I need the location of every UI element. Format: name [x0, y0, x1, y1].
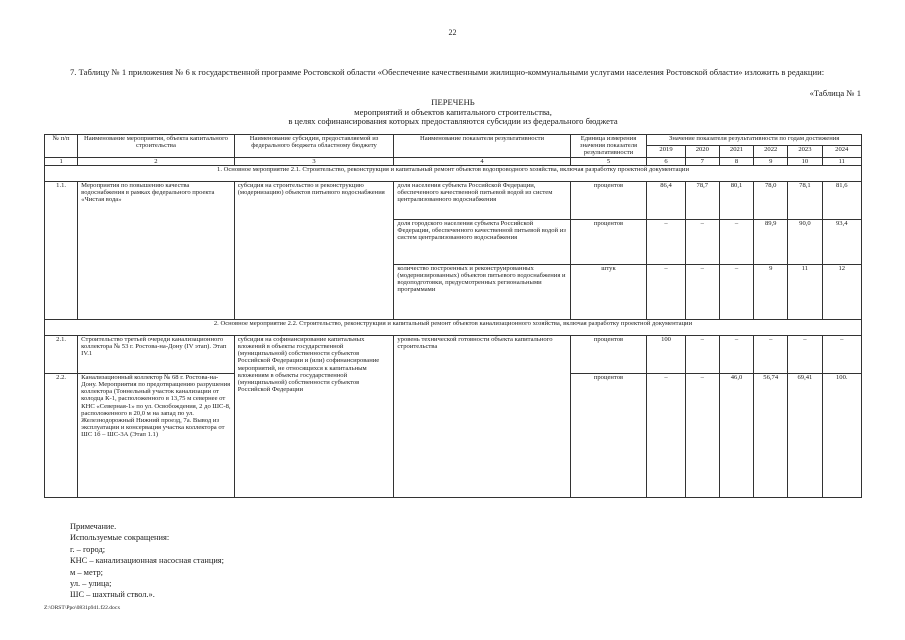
row-value: 56,74 [754, 373, 788, 497]
row-indicator: доля городского населения субъекта Российской Федерации, обеспеченного качественной питьевой водой из систем централизованного водоснабжения [394, 219, 570, 264]
header-year: 2021 [719, 146, 753, 157]
row-value: – [685, 335, 719, 373]
row-event: Канализационный коллектор № 68 г. Ростова-на-Дону. Мероприятия по предотвращению разрушения коллектора (Тоннельный участок канализации от колодца К-1, расположенного в 13,75 м севернее от КНС «Северная-1» по ул. Освобождения, 2 до ШС-8, расположенного в 20,0 м на запад по ул. Железнодорожный Нижний проезд, 7а. Вывод из эксплуатации и консервация участка коллектора от ШС 1б – ШС-3А (Этап 1.1) [78, 373, 235, 497]
header-unit: Единица измерения значения показателя результативности [570, 135, 647, 158]
section-row [45, 319, 862, 335]
col-index: 7 [685, 157, 719, 165]
header-no: № п/п [45, 135, 78, 158]
row-value: 100 [647, 335, 685, 373]
row-subsidy: субсидия на строительство и реконструкцию (модернизацию) объектов питьевого водоснабжения [234, 181, 394, 319]
col-index: 2 [78, 157, 235, 165]
row-value: – [685, 219, 719, 264]
note-line: г. – город; [70, 544, 106, 554]
note-line: ШС – шахтный ствол.». [70, 590, 155, 600]
row-unit: процентов [570, 219, 647, 264]
header-year: 2024 [822, 146, 861, 157]
section-2-title: 2. Основное мероприятие 2.2. Строительство, реконструкция и капитальный ремонт объектов канализационного хозяйства, включая разработку проектной документации [45, 319, 862, 335]
header-year: 2023 [788, 146, 822, 157]
note-line: Используемые сокращения: [70, 533, 170, 543]
row-value: 78,0 [754, 181, 788, 219]
row-unit: штук [570, 264, 647, 319]
col-index: 11 [822, 157, 861, 165]
row-value: – [719, 335, 753, 373]
col-index: 5 [570, 157, 647, 165]
table-reference: «Таблица № 1 [809, 88, 861, 98]
col-index: 9 [754, 157, 788, 165]
row-value: 93,4 [822, 219, 861, 264]
row-value: 78,1 [788, 181, 822, 219]
row-value: – [685, 264, 719, 319]
note-line: Примечание. [70, 522, 117, 531]
col-index: 8 [719, 157, 753, 165]
row-value: 81,6 [822, 181, 861, 219]
section-1-title: 1. Основное мероприятие 2.1. Строительство, реконструкция и капитальный ремонт объектов водопроводного хозяйства, включая разработку проектной документации [45, 165, 862, 181]
header-row [45, 135, 862, 146]
header-event: Наименование мероприятия, объекта капитального строительства [78, 135, 235, 158]
document-title [44, 98, 862, 127]
title-line-1: ПЕРЕЧЕНЬ [431, 97, 475, 107]
row-subsidy: субсидия на софинансирование капитальных вложений в объекты государственной (муниципальной) собственности субъектов Российской Федерации и (или) софинансирование мероприятий, не относящихся к капитальным вложениям в объекты государственной (муниципальной) собственности субъектов Российской Федерации [234, 335, 394, 497]
row-value: 9 [754, 264, 788, 319]
row-value: – [647, 219, 685, 264]
header-year: 2019 [647, 146, 685, 157]
row-indicator: доля населения субъекта Российской Федерации, обеспеченного качественной питьевой водой из систем централизованного водоснабжения [394, 181, 570, 219]
row-value: 86,4 [647, 181, 685, 219]
row-value: – [647, 373, 685, 497]
row-no: 1.1. [45, 181, 78, 319]
col-index: 6 [647, 157, 685, 165]
row-value: 89,9 [754, 219, 788, 264]
row-value: – [822, 335, 861, 373]
row-value: 80,1 [719, 181, 753, 219]
table-row [45, 335, 862, 373]
row-unit: процентов [570, 335, 647, 373]
intro-paragraph: 7. Таблицу № 1 приложения № 6 к государственной программе Ростовской области «Обеспечение качественными жилищно-коммунальными услугами населения Ростовской области» изложить в редакции: [70, 67, 825, 77]
header-year: 2020 [685, 146, 719, 157]
events-table [44, 134, 862, 498]
row-value: 12 [822, 264, 861, 319]
row-no: 2.1. [45, 335, 78, 373]
row-value: – [754, 335, 788, 373]
row-value: – [788, 335, 822, 373]
note-line: КНС – канализационная насосная станция; [70, 556, 224, 566]
row-value: 46,0 [719, 373, 753, 497]
header-year: 2022 [754, 146, 788, 157]
row-value: 78,7 [685, 181, 719, 219]
footer-file-path: Z:\ORST\Ppo\0831p941.f22.docx [44, 605, 121, 611]
row-event: Строительство третьей очереди канализационного коллектора № 53 г. Ростова-на-Дону (IV этап). Этап IV.1 [78, 335, 235, 373]
notes-block [70, 521, 224, 601]
row-value: – [719, 219, 753, 264]
section-row [45, 165, 862, 181]
column-index-row [45, 157, 862, 165]
header-subsidy: Наименование субсидии, предоставляемой из федерального бюджета областному бюджету [234, 135, 394, 158]
title-line-3: в целях софинансирования которых предоставляются субсидии из федерального бюджета [288, 116, 618, 127]
note-line: м – метр; [70, 567, 103, 577]
row-value: 90,0 [788, 219, 822, 264]
row-no: 2.2. [45, 373, 78, 497]
row-value: 11 [788, 264, 822, 319]
row-event: Мероприятия по повышению качества водоснабжения в рамках федерального проекта «Чистая вода» [78, 181, 235, 319]
row-value: 69,41 [788, 373, 822, 497]
col-index: 3 [234, 157, 394, 165]
col-index: 4 [394, 157, 570, 165]
col-index: 1 [45, 157, 78, 165]
header-indicator: Наименование показателя результативности [394, 135, 570, 158]
row-indicator: количество построенных и реконструированных (модернизированных) объектов питьевого водоснабжения и водоподготовки, предусмотренных региональными программами [394, 264, 570, 319]
row-unit: процентов [570, 373, 647, 497]
title-line-2: мероприятий и объектов капитального строительства, [354, 106, 552, 117]
row-value: 100. [822, 373, 861, 497]
row-indicator: уровень технической готовности объекта капитального строительства [394, 335, 570, 497]
note-line: ул. – улица; [70, 579, 112, 589]
row-value: – [647, 264, 685, 319]
table-row [45, 181, 862, 219]
header-value: Значение показателя результативности по годам достижения [647, 135, 862, 146]
col-index: 10 [788, 157, 822, 165]
page-number: 22 [448, 28, 457, 37]
row-value: – [719, 264, 753, 319]
row-value: – [685, 373, 719, 497]
row-unit: процентов [570, 181, 647, 219]
